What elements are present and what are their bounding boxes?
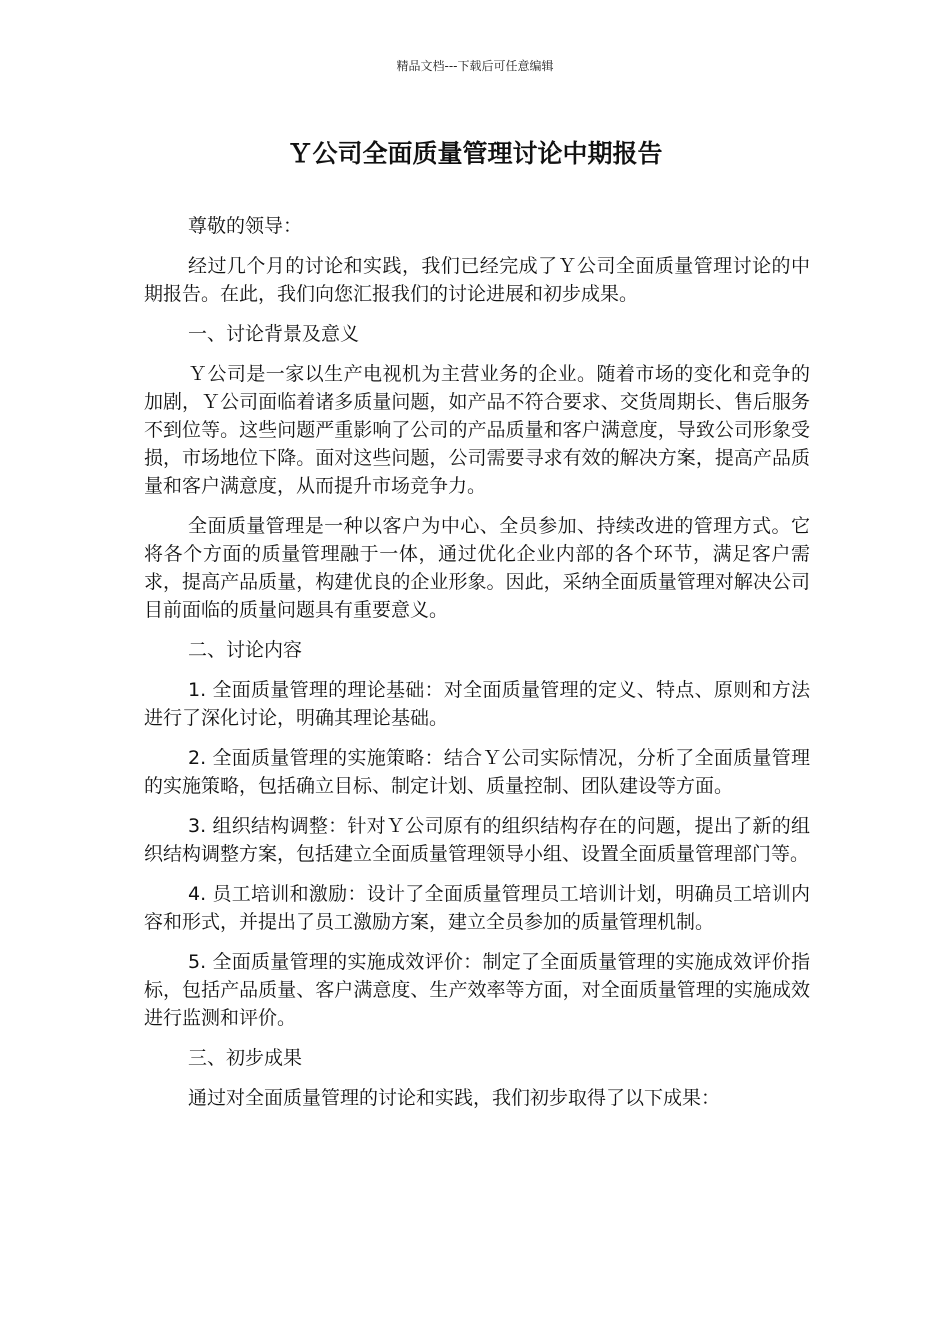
document-body	[144, 212, 810, 1124]
background-paragraph: Ｙ公司是一家以生产电视机为主营业务的企业。随着市场的变化和竞争的加剧，Ｙ公司面临着诸多质量问题，如产品不符合要求、交货周期长、售后服务不到位等。这些问题严重影响了公司的产品质量和客户满意度，导致公司形象受损，市场地位下降。面对这些问题，公司需要寻求有效的解决方案，提高产品质量和客户满意度，从而提升市场竞争力。	[144, 363, 810, 497]
document-title: Ｙ公司全面质量管理讨论中期报告	[287, 139, 663, 168]
results-intro-paragraph: 通过对全面质量管理的讨论和实践，我们初步取得了以下成果：	[188, 1087, 721, 1109]
content-item: 3. 组织结构调整：针对Ｙ公司原有的组织结构存在的问题，提出了新的组织结构调整方案，包括建立全面质量管理领导小组、设置全面质量管理部门等。	[144, 815, 810, 865]
section-heading-results: 三、初步成果	[188, 1047, 303, 1069]
content-item: 2. 全面质量管理的实施策略：结合Ｙ公司实际情况，分析了全面质量管理的实施策略，包括确立目标、制定计划、质量控制、团队建设等方面。	[144, 747, 810, 797]
intro-paragraph: 经过几个月的讨论和实践，我们已经完成了Ｙ公司全面质量管理讨论的中期报告。在此，我们向您汇报我们的讨论进展和初步成果。	[144, 255, 810, 305]
section-heading-background: 一、讨论背景及意义	[188, 323, 360, 345]
content-item: 5. 全面质量管理的实施成效评价：制定了全面质量管理的实施成效评价指标，包括产品质量、客户满意度、生产效率等方面，对全面质量管理的实施成效进行监测和评价。	[144, 951, 810, 1029]
section-heading-content: 二、讨论内容	[188, 639, 303, 661]
content-item: 1. 全面质量管理的理论基础：对全面质量管理的定义、特点、原则和方法进行了深化讨论，明确其理论基础。	[144, 679, 810, 729]
salutation: 尊敬的领导：	[188, 215, 303, 237]
header-note: 精品文档---下载后可任意编辑	[396, 59, 554, 73]
content-item: 4. 员工培训和激励：设计了全面质量管理员工培训计划，明确员工培训内容和形式，并提出了员工激励方案，建立全员参加的质量管理机制。	[144, 883, 810, 933]
significance-paragraph: 全面质量管理是一种以客户为中心、全员参加、持续改进的管理方式。它将各个方面的质量管理融于一体，通过优化企业内部的各个环节，满足客户需求，提高产品质量，构建优良的企业形象。因此，采纳全面质量管理对解决公司目前面临的质量问题具有重要意义。	[144, 515, 810, 621]
